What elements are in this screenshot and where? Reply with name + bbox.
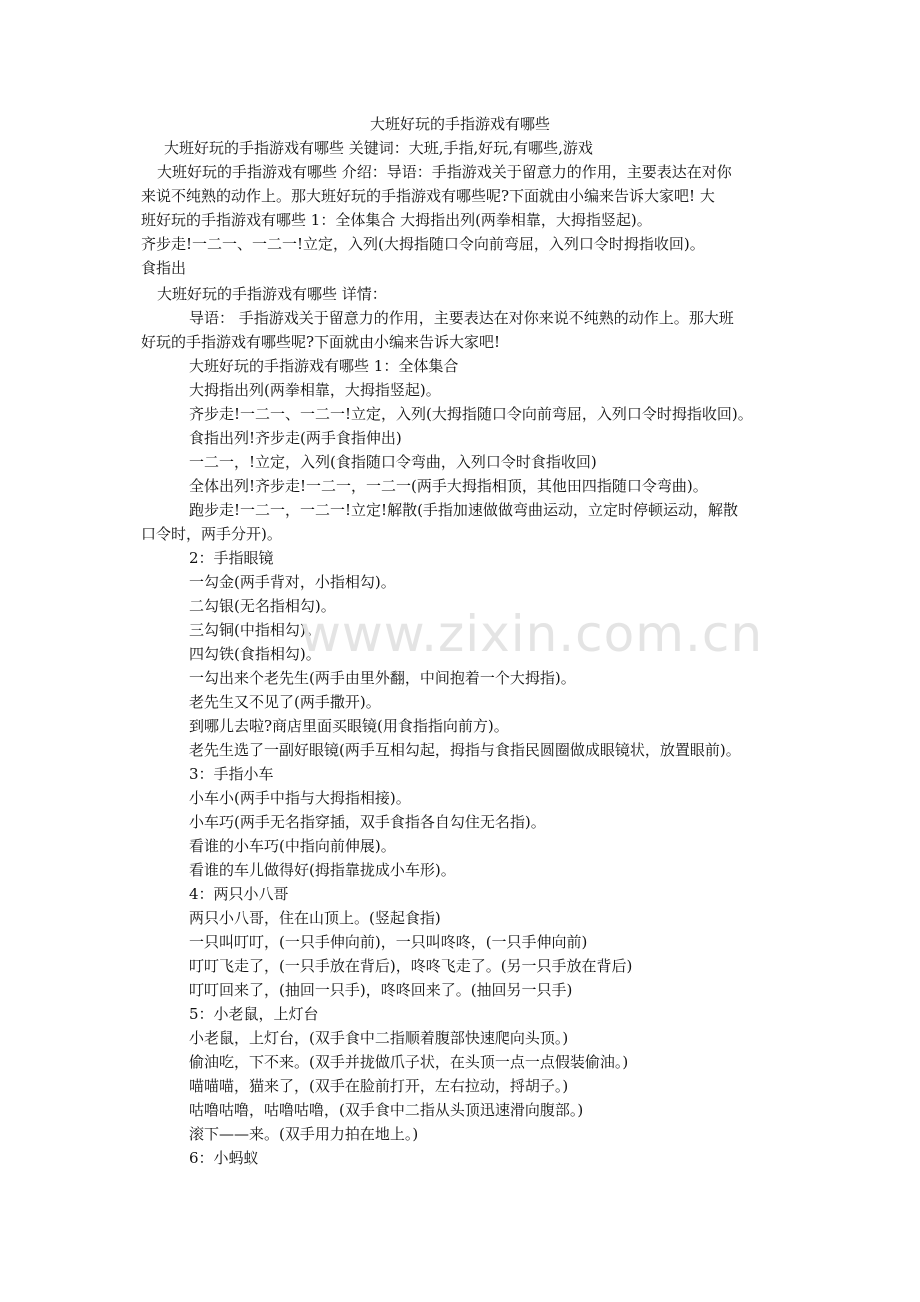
body-line: 一勾出来个老先生(两手由里外翻，中间抱着一个大拇指)。 — [189, 669, 576, 687]
body-line: 一勾金(两手背对，小指相勾)。 — [189, 573, 396, 591]
details-heading: 大班好玩的手指游戏有哪些 详情： — [157, 285, 387, 303]
body-line: 三勾铜(中指相勾)。 — [189, 621, 321, 639]
intro-line: 齐步走!一二一、一二一!立定，入列(大拇指随口令向前弯屈，入列口令时拇指收回)。 — [141, 235, 705, 253]
watermark: www.zixin.com.cn — [300, 605, 764, 663]
body-line: 偷油吃，下不来。(双手并拢做爪子状，在头顶一点一点假装偷油。) — [189, 1053, 629, 1071]
body-line: 一二一，!立定，入列(食指随口令弯曲，入列口令时食指收回) — [189, 453, 597, 471]
section-heading: 2：手指眼镜 — [189, 549, 274, 567]
body-line: 喵喵喵，猫来了，(双手在脸前打开，左右拉动，捋胡子。) — [189, 1077, 569, 1095]
body-line: 小车巧(两手无名指穿插，双手食指各自勾住无名指)。 — [189, 813, 546, 831]
body-line: 看谁的车儿做得好(拇指靠拢成小车形)。 — [189, 861, 456, 879]
section-heading: 3：手指小车 — [189, 765, 274, 783]
body-line: 四勾铁(食指相勾)。 — [189, 645, 321, 663]
body-line: 叮叮回来了，(抽回一只手)，咚咚回来了。(抽回另一只手) — [189, 981, 573, 999]
lead-line: 导语： 手指游戏关于留意力的作用，主要表达在对你来说不纯熟的动作上。那大班 — [189, 309, 734, 327]
body-line: 跑步走!一二一，一二一!立定!解散(手指加速做做弯曲运动，立定时停顿运动，解散 — [189, 501, 738, 519]
intro-line: 班好玩的手指游戏有哪些 1：全体集合 大拇指出列(两拳相靠，大拇指竖起)。 — [141, 211, 652, 229]
body-line: 小老鼠，上灯台，(双手食中二指顺着腹部快速爬向头顶。) — [189, 1029, 569, 1047]
section-heading: 6：小蚂蚁 — [189, 1149, 259, 1167]
body-line: 看谁的小车巧(中指向前伸展)。 — [189, 837, 396, 855]
lead-line: 好玩的手指游戏有哪些呢?下面就由小编来告诉大家吧! — [141, 333, 501, 351]
section-heading: 4：两只小八哥 — [189, 885, 289, 903]
keywords-line: 大班好玩的手指游戏有哪些 关键词：大班,手指,好玩,有哪些,游戏 — [164, 139, 593, 157]
body-line: 大拇指出列(两拳相靠，大拇指竖起)。 — [189, 381, 441, 399]
body-line: 咕噜咕噜，咕噜咕噜，(双手食中二指从头顶迅速滑向腹部。) — [189, 1101, 584, 1119]
intro-line: 来说不纯熟的动作上。那大班好玩的手指游戏有哪些呢?下面就由小编来告诉大家吧! 大 — [141, 187, 715, 205]
section-heading: 5：小老鼠，上灯台 — [189, 1005, 319, 1023]
body-line: 老先生又不见了(两手撒开)。 — [189, 693, 381, 711]
body-line: 两只小八哥，住在山顶上。(竖起食指) — [189, 909, 441, 927]
body-line: 全体出列!齐步走!一二一，一二一(两手大拇指相顶，其他田四指随口令弯曲)。 — [189, 477, 708, 495]
body-line: 小车小(两手中指与大拇指相接)。 — [189, 789, 411, 807]
document-title: 大班好玩的手指游戏有哪些 — [369, 115, 550, 133]
body-line: 齐步走!一二一、一二一!立定，入列(大拇指随口令向前弯屈，入列口令时拇指收回)。 — [189, 405, 753, 423]
body-line: 老先生选了一副好眼镜(两手互相勾起，拇指与食指民圆圈做成眼镜状，放置眼前)。 — [189, 741, 741, 759]
body-line: 食指出列!齐步走(两手食指伸出) — [189, 429, 402, 447]
body-line: 叮叮飞走了，(一只手放在背后)，咚咚飞走了。(另一只手放在背后) — [189, 957, 633, 975]
intro-line: 大班好玩的手指游戏有哪些 介绍：导语：手指游戏关于留意力的作用，主要表达在对你 — [157, 163, 732, 181]
body-line: 大班好玩的手指游戏有哪些 1：全体集合 — [189, 357, 459, 375]
body-line: 二勾银(无名指相勾)。 — [189, 597, 336, 615]
body-line: 滚下——来。(双手用力拍在地上。) — [189, 1125, 419, 1143]
body-line: 一只叫叮叮，(一只手伸向前)，一只叫咚咚，(一只手伸向前) — [189, 933, 588, 951]
intro-line: 食指出 — [141, 259, 187, 277]
body-line-wrap: 口令时，两手分开)。 — [141, 525, 282, 543]
body-line: 到哪儿去啦?商店里面买眼镜(用食指指向前方)。 — [189, 717, 509, 735]
